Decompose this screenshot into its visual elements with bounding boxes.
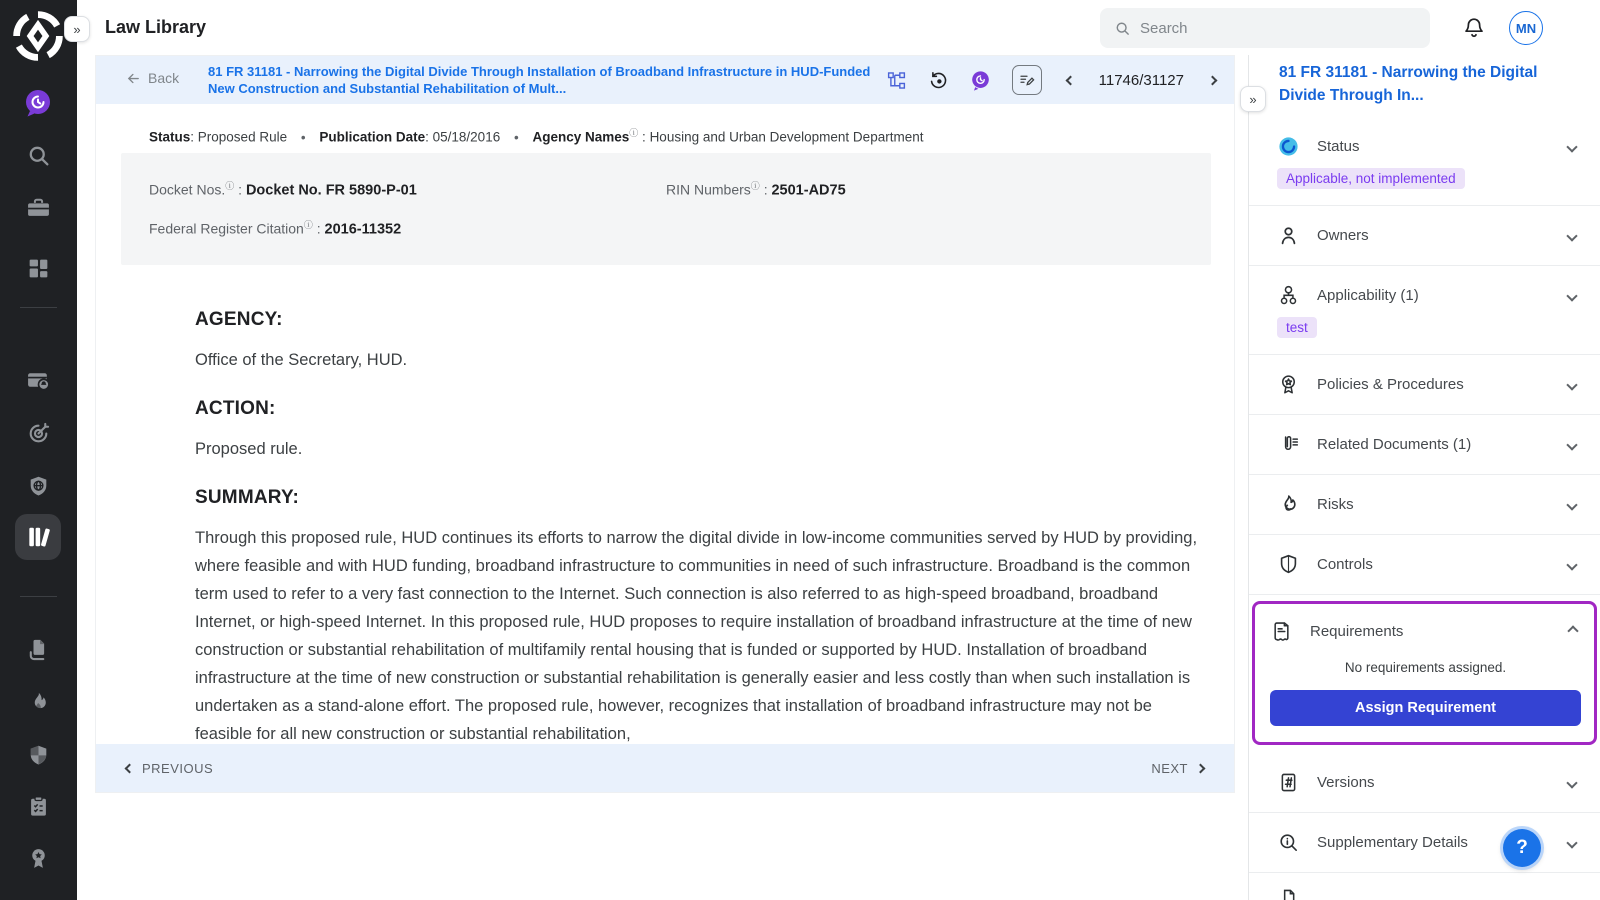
agency-names-label: Agency Names (532, 129, 630, 145)
status-label: Status (149, 129, 191, 145)
sidebar-item-workspace[interactable] (26, 195, 51, 220)
section-policies (1249, 355, 1600, 415)
sidebar-divider (20, 307, 57, 308)
search-input[interactable] (1140, 20, 1410, 37)
rosette-icon (1277, 373, 1300, 396)
double-chevron-icon: » (1249, 91, 1257, 107)
sidebar-item-risks[interactable] (26, 690, 51, 715)
document-card (95, 55, 1235, 793)
sidebar-item-notifications-wallet[interactable] (26, 368, 51, 393)
status-badge: Applicable, not implemented (1277, 168, 1465, 189)
info-icon[interactable]: ⓘ (303, 220, 313, 230)
help-button[interactable]: ? (1503, 829, 1541, 867)
magnifier-info-icon (1277, 831, 1300, 854)
publication-date-label: Publication Date (319, 129, 426, 145)
chevron-down-icon[interactable] (1566, 379, 1577, 390)
document-meta-line: Status: Proposed Rule • Publication Date: 05/18/2016 • Agency Namesⓘ : Housing and Urban Development Department (149, 128, 924, 145)
sidebar-item-ai-assistant[interactable] (23, 88, 53, 118)
section-risks (1249, 475, 1600, 535)
agency-names-value: Housing and Urban Development Department (649, 129, 924, 145)
edit-note-icon (1018, 71, 1036, 89)
section-partial-clipped[interactable] (1249, 873, 1600, 900)
summary-text: Through this proposed rule, HUD continues its efforts to narrow the digital divide in low-income communities served by HUD by providing, where feasible and with HUD funding, broadband infrastructure to communities in need of such infrastructure. Broadband is the common term used to refer to a very fast connection to the Internet. Such connection is also referred to as high-speed broadband, broadband Internet, or high-speed Internet. In this proposed rule, HUD proposes to require installation of broadband infrastructure at the time of new construction or substantial rehabilitation of multifamily rental housing that is funded or supported by HUD. Installation of broadband infrastructure at the time of new construction or substantial rehabilitation is generally easier and less costly than when such installation is undertaken as a stand-alone effort. The proposed rule, however, recognizes that installation of broadband infrastructure may not be feasible for all new construction or substantial rehabilitation, (195, 529, 1198, 743)
search-icon (1114, 20, 1131, 37)
back-button[interactable] (126, 70, 179, 86)
sidebar-item-controls[interactable] (26, 743, 51, 768)
section-supplementary (1249, 813, 1600, 873)
double-chevron-icon: » (73, 21, 81, 37)
action-heading: ACTION: (195, 398, 276, 419)
chevron-down-icon[interactable] (1566, 777, 1577, 788)
sidebar-item-goals-target[interactable] (26, 421, 51, 446)
document-toolbar (96, 56, 1234, 104)
person-icon (1277, 224, 1300, 247)
section-status-header[interactable]: Status (1277, 117, 1580, 176)
main-content (77, 55, 1248, 900)
page-title: Law Library (105, 17, 207, 37)
sidebar-divider (20, 596, 57, 597)
section-policies-header[interactable]: Policies & Procedures (1277, 355, 1580, 414)
shield-icon (1277, 553, 1300, 576)
agency-heading: AGENCY: (195, 309, 283, 330)
hash-document-icon (1277, 771, 1300, 794)
chevron-down-icon[interactable] (1566, 290, 1577, 301)
section-applicability-header[interactable]: Applicability (1) (1277, 266, 1580, 325)
docket-info-box (121, 153, 1211, 265)
brand-logo-icon (11, 9, 65, 63)
chevron-down-icon[interactable] (1566, 837, 1577, 848)
section-supplementary-header[interactable]: Supplementary Details (1277, 813, 1580, 872)
section-controls-header[interactable]: Controls (1277, 535, 1580, 594)
history-refresh-icon[interactable] (928, 70, 949, 91)
section-risks-header[interactable]: Risks (1277, 475, 1580, 534)
status-ring-icon (1277, 135, 1300, 158)
document-pager-bar (96, 744, 1234, 792)
sidebar-item-law-library[interactable] (15, 514, 61, 560)
notes-edit-button[interactable] (1012, 65, 1042, 95)
sidebar-item-privacy-shield[interactable] (26, 474, 51, 499)
page-indicator: 11746/31127 (1098, 71, 1184, 89)
notifications-bell-icon[interactable] (1462, 16, 1486, 40)
section-controls (1249, 535, 1600, 595)
agency-text: Office of the Secretary, HUD. (195, 351, 408, 369)
applicability-badge: test (1277, 317, 1317, 338)
section-versions-header[interactable]: Versions (1277, 753, 1580, 812)
details-panel (1248, 55, 1600, 900)
document-title-link[interactable]: 81 FR 31181 - Narrowing the Digital Divide Through Installation of Broadband Infrastructure in HUD-Funded New Construction and Substantial Rehabilitation of Mult... (208, 64, 871, 96)
section-related-documents (1249, 415, 1600, 475)
panel-collapse-button[interactable] (1240, 86, 1266, 112)
page-previous-button[interactable] (1063, 67, 1078, 93)
sidebar-item-search[interactable] (26, 143, 51, 168)
chevron-down-icon[interactable] (1566, 499, 1577, 510)
ai-chat-icon[interactable] (970, 70, 991, 91)
chevron-down-icon[interactable] (1566, 141, 1577, 152)
info-icon[interactable]: ⓘ (225, 181, 235, 191)
summary-heading: SUMMARY: (195, 487, 299, 508)
next-document-button[interactable]: NEXT (1151, 761, 1204, 776)
previous-document-button[interactable]: PREVIOUS (126, 761, 213, 776)
section-owners (1249, 206, 1600, 266)
top-header (77, 0, 1600, 55)
sidebar-item-certifications[interactable] (26, 846, 51, 871)
global-search[interactable] (1100, 8, 1430, 48)
paperclip-icon (1277, 433, 1300, 456)
action-text: Proposed rule. (195, 440, 303, 458)
chevron-up-icon[interactable] (1567, 625, 1578, 636)
page-next-button[interactable] (1205, 67, 1220, 93)
publication-date-value: 05/18/2016 (432, 129, 501, 145)
assign-requirement-button[interactable]: Assign Requirement (1270, 690, 1581, 726)
sidebar-item-documents[interactable] (26, 637, 51, 662)
sidebar (0, 0, 77, 900)
certificate-icon (1270, 620, 1293, 643)
back-arrow-icon (126, 71, 141, 86)
document-icon (1277, 887, 1300, 900)
info-icon[interactable]: ⓘ (629, 128, 639, 138)
sidebar-expand-button[interactable] (64, 16, 90, 42)
section-requirements-header[interactable]: Requirements (1270, 604, 1581, 658)
rin-number: RIN Numbersⓘ : 2501-AD75 (666, 181, 846, 199)
chevron-right-icon (1196, 763, 1206, 773)
sidebar-item-dashboard[interactable] (26, 256, 51, 281)
user-avatar[interactable]: MN (1509, 11, 1543, 45)
hierarchy-tree-icon[interactable] (886, 70, 907, 91)
section-status (1249, 117, 1600, 206)
chevron-down-icon[interactable] (1566, 230, 1577, 241)
panel-document-title[interactable]: 81 FR 31181 - Narrowing the Digital Divide Through In... (1279, 64, 1538, 104)
info-icon[interactable]: ⓘ (750, 181, 760, 191)
section-owners-header[interactable]: Owners (1277, 206, 1580, 265)
section-applicability (1249, 266, 1600, 355)
section-requirements-highlighted (1252, 601, 1597, 745)
section-related-documents-header[interactable]: Related Documents (1) (1277, 415, 1580, 474)
chevron-down-icon[interactable] (1566, 559, 1577, 570)
requirements-empty-text: No requirements assigned. (1344, 660, 1507, 675)
section-versions (1249, 753, 1600, 813)
back-label: Back (148, 70, 180, 86)
chevron-down-icon[interactable] (1566, 439, 1577, 450)
org-people-icon (1277, 284, 1300, 307)
sidebar-item-assessments[interactable] (26, 794, 51, 819)
docket-number: Docket Nos.ⓘ : Docket No. FR 5890-P-01 (149, 181, 417, 199)
toolbar-actions (886, 56, 1220, 104)
flame-icon (1277, 493, 1300, 516)
document-scroll-area[interactable] (195, 265, 1206, 744)
status-value: Proposed Rule (197, 129, 288, 145)
chevron-left-icon (125, 763, 135, 773)
federal-register-citation: Federal Register Citationⓘ : 2016-11352 (149, 220, 402, 238)
